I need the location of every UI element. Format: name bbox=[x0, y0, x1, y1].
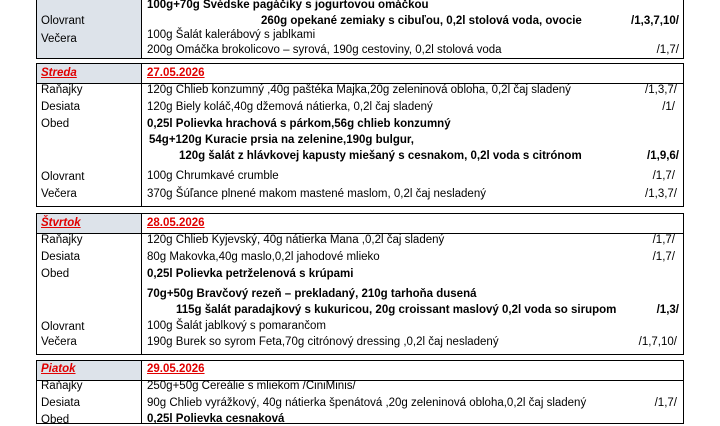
allergen-code: /1,3,7/ bbox=[645, 84, 677, 96]
day-header-cell bbox=[37, 214, 141, 234]
menu-line: 0,25l Polievka cesnaková bbox=[147, 413, 285, 425]
meal-label-vecera: Večera bbox=[41, 188, 77, 200]
meal-label-desiata: Desiata bbox=[41, 101, 80, 113]
meal-label-obed: Obed bbox=[41, 118, 70, 130]
allergen-code: /1,7/ bbox=[654, 397, 677, 409]
meal-label-olovrant: Olovrant bbox=[41, 321, 85, 333]
menu-line: 100g+70g Švédske pagáčiky s jogurtovou omáčkou bbox=[147, 0, 429, 11]
menu-line: 190g Burek so syrom Feta,70g citrónový dressing ,0,2l čaj nesladený bbox=[147, 336, 499, 348]
menu-sheet bbox=[36, 0, 684, 426]
menu-line: 260g opekané zemiaky s cibuľou, 0,2l stolová voda, ovocie bbox=[261, 15, 582, 27]
menu-line: 120g Biely koláč,40g džemová nátierka, 0,2l čaj sladený bbox=[147, 101, 433, 113]
meal-label-desiata: Desiata bbox=[41, 397, 80, 409]
date-header-cell bbox=[141, 214, 683, 234]
meal-label-vecera: Večera bbox=[41, 336, 77, 348]
menu-line: 250g+50g Cereálie s mliekom /CiniMinis/ bbox=[147, 380, 356, 392]
day-date: 29.05.2026 bbox=[147, 363, 205, 375]
menu-line: 0,25l Polievka petrželenová s krúpami bbox=[147, 268, 354, 280]
menu-line: 70g+50g Bravčový rezeň – prekladaný, 210g tarhoňa dusená bbox=[147, 288, 477, 300]
meal-label-ranajky: Raňajky bbox=[41, 234, 83, 246]
meal-label-obed: Obed bbox=[41, 414, 70, 426]
menu-line: 120g šalát z hlávkovej kapusty miešaný s cesnakom, 0,2l voda s citrónom bbox=[179, 150, 582, 162]
menu-line: 54g+120g Kuracie prsia na zelenine,190g bulgur, bbox=[149, 134, 414, 146]
menu-line: 100g Šalát jablkový s pomarančom bbox=[147, 320, 326, 332]
allergen-code: /1,7,10/ bbox=[638, 336, 677, 348]
menu-line: 0,25l Polievka hrachová s párkom,56g chlieb konzumný bbox=[147, 118, 451, 130]
allergen-code: /1,7/ bbox=[652, 234, 675, 246]
day-header-cell bbox=[37, 64, 141, 84]
day-name: Streda bbox=[41, 67, 77, 79]
day-block-streda bbox=[36, 63, 684, 207]
meal-label-ranajky: Raňajky bbox=[41, 380, 83, 392]
meal-label-vecera: Večera bbox=[41, 33, 77, 45]
day-block-stvrtok bbox=[36, 213, 684, 355]
day-name: Štvrtok bbox=[41, 217, 81, 229]
allergen-code: /1,7/ bbox=[656, 44, 679, 56]
day-block-piatok bbox=[36, 360, 684, 424]
day-column bbox=[37, 0, 142, 58]
day-date: 28.05.2026 bbox=[147, 217, 205, 229]
meal-label-obed: Obed bbox=[41, 268, 70, 280]
allergen-code: /1/ bbox=[662, 101, 675, 113]
day-date: 27.05.2026 bbox=[147, 67, 205, 79]
menu-line: 100g Chrumkavé crumble bbox=[147, 170, 279, 182]
menu-line: 115g šalát paradajkový s kukuricou, 20g croissant maslový 0,2l voda so sirupom bbox=[176, 304, 617, 316]
allergen-code: /1,3,7/ bbox=[645, 188, 677, 200]
allergen-code: /1,3,7,10/ bbox=[631, 15, 679, 27]
menu-line: 90g Chlieb vyrážkový, 40g nátierka špenátová ,20g zeleninová obloha,0,2l čaj sladený bbox=[147, 397, 587, 409]
menu-line: 200g Omáčka brokolicovo – syrová, 190g cestoviny, 0,2l stolová voda bbox=[147, 44, 502, 56]
day-name: Piatok bbox=[41, 363, 76, 375]
menu-line: 120g Chlieb Kyjevský, 40g nátierka Mana ,0,2l čaj sladený bbox=[147, 234, 445, 246]
day-header-cell bbox=[37, 361, 141, 381]
allergen-code: /1,7/ bbox=[652, 170, 675, 182]
day-block-previous bbox=[36, 0, 684, 59]
menu-line: 80g Makovka,40g maslo,0,2l jahodové mlieko bbox=[147, 251, 380, 263]
allergen-code: /1,7/ bbox=[652, 251, 675, 263]
meal-label-ranajky: Raňajky bbox=[41, 84, 83, 96]
meal-label-olovrant: Olovrant bbox=[41, 15, 85, 27]
meal-label-olovrant: Olovrant bbox=[41, 171, 85, 183]
date-header-cell bbox=[141, 64, 683, 84]
menu-line: 370g Šúľance plnené makom mastené maslom, 0,2l čaj nesladený bbox=[147, 188, 486, 200]
allergen-code: /1,3/ bbox=[656, 304, 679, 316]
date-header-cell bbox=[141, 361, 683, 381]
menu-line: 100g Šalát kalerábový s jablkami bbox=[147, 29, 316, 41]
allergen-code: /1,9,6/ bbox=[647, 150, 679, 162]
meal-label-desiata: Desiata bbox=[41, 251, 80, 263]
menu-line: 120g Chlieb konzumný ,40g paštéka Majka,20g zeleninová obloha, 0,2l čaj sladený bbox=[147, 84, 571, 96]
